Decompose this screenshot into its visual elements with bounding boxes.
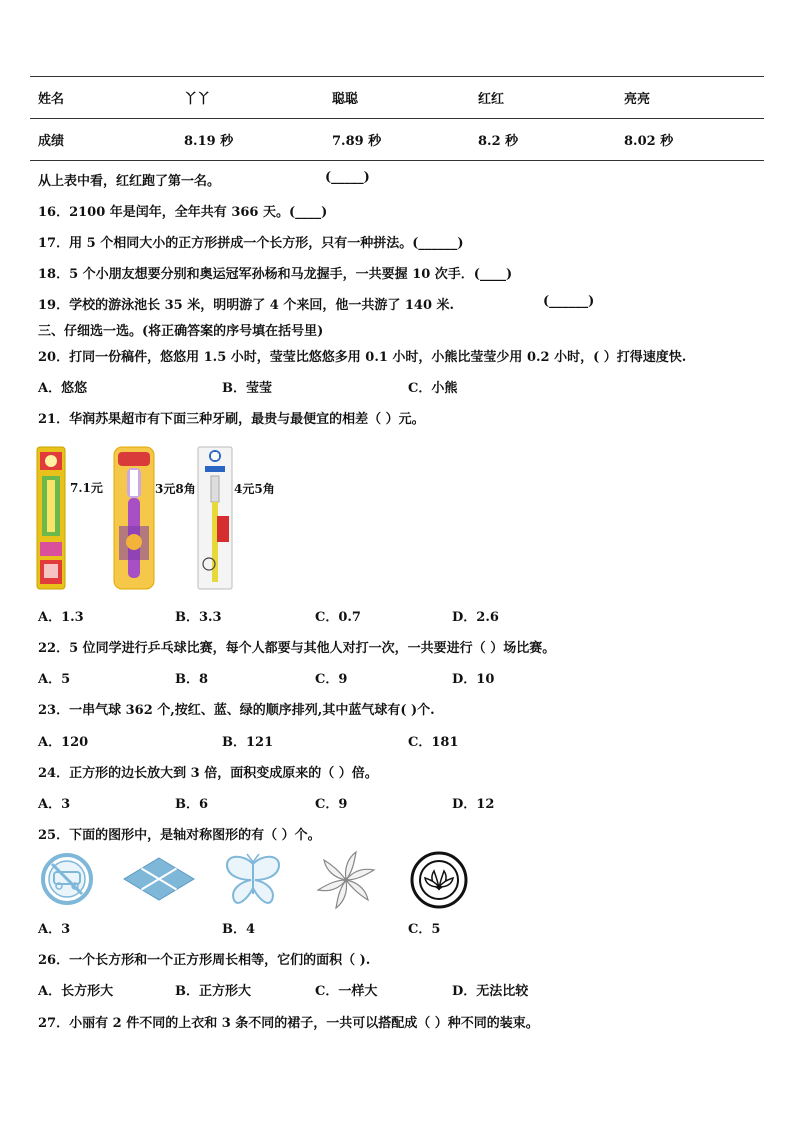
option-c: C．一样大 (315, 984, 378, 999)
leaf-emblem-icon (410, 851, 468, 909)
table-row (30, 119, 764, 161)
option-c: C．181 (408, 735, 459, 750)
option-a: A．1.3 (38, 610, 84, 625)
pinwheel-icon (314, 848, 378, 912)
no-vehicle-sign-icon (40, 852, 94, 906)
question-24: 24．正方形的边长放大到 3 倍，面积变成原来的（ ）倍。 (38, 766, 378, 781)
option-a: A．长方形大 (38, 984, 114, 999)
answer-paren-19: (______) (543, 294, 595, 309)
score-table (30, 76, 764, 161)
question-23: 23．一串气球 362 个,按红、蓝、绿的顺序排列,其中蓝气球有( )个. (38, 703, 435, 718)
price-label-1: 7.1元 (70, 481, 103, 495)
option-b: B．3.3 (175, 610, 222, 625)
butterfly-icon (222, 852, 284, 908)
question-25: 25．下面的图形中，是轴对称图形的有（ ）个。 (38, 828, 321, 843)
option-a: A．3 (38, 922, 71, 937)
option-d: D．10 (452, 672, 495, 687)
question-22: 22．5 位同学进行乒乓球比赛，每个人都要与其他人对打一次，一共要进行（ ）场比赛。 (38, 641, 556, 656)
option-d: D．2.6 (452, 610, 499, 625)
section-heading: 三、仔细选一选。(将正确答案的序号填在括号里) (38, 324, 324, 339)
table-cell: 成绩 (38, 134, 65, 149)
toothbrush-3-image (197, 446, 233, 590)
question-19: 19．学校的游泳池长 35 米，明明游了 4 个来回，他一共游了 140 米. (38, 298, 455, 313)
table-row (30, 77, 764, 119)
question-17: 17．用 5 个相同大小的正方形拼成一个长方形，只有一种拼法。(______) (38, 236, 464, 251)
question-27: 27．小丽有 2 件不同的上衣和 3 条不同的裙子，一共可以搭配成（ ）种不同的装束。 (38, 1016, 539, 1031)
option-a: A．120 (38, 735, 89, 750)
answer-paren-15: (_____) (325, 170, 370, 185)
option-a: A．5 (38, 672, 71, 687)
option-c: C．9 (315, 797, 348, 812)
option-b: B．6 (175, 797, 209, 812)
table-cell: 8.2 秒 (478, 134, 519, 149)
table-cell: 8.02 秒 (624, 134, 674, 149)
price-label-2: 3元8角 (155, 482, 196, 496)
option-a: A．3 (38, 797, 71, 812)
question-21: 21．华润苏果超市有下面三种牙刷，最贵与最便宜的相差（ ）元。 (38, 412, 425, 427)
option-c: C．0.7 (315, 610, 361, 625)
table-cell: 姓名 (38, 92, 65, 107)
option-d: D．12 (452, 797, 495, 812)
option-b: B．4 (222, 922, 256, 937)
table-cell: 亮亮 (624, 92, 651, 107)
toothbrush-2-image (113, 446, 155, 590)
question-16: 16．2100 年是闰年，全年共有 366 天。(____) (38, 205, 328, 220)
table-cell: 丫丫 (184, 92, 211, 107)
question-20: 20．打同一份稿件，悠悠用 1.5 小时，莹莹比悠悠多用 0.1 小时，小熊比莹莹少用 0.2 小时，( ）打得速度快. (38, 350, 687, 365)
toothbrush-1-image (36, 446, 66, 590)
price-label-3: 4元5角 (234, 482, 275, 496)
question-26: 26．一个长方形和一个正方形周长相等，它们的面积（ ). (38, 953, 371, 968)
question-18: 18．5 个小朋友想要分别和奥运冠军孙杨和马龙握手，一共要握 10 次手．(____) (38, 267, 513, 282)
question-15: 从上表中看，红红跑了第一名。 (38, 174, 221, 189)
option-d: D．无法比较 (452, 984, 529, 999)
option-b: B．121 (222, 735, 274, 750)
option-a: A．悠悠 (38, 381, 88, 396)
option-c: C．5 (408, 922, 441, 937)
table-cell: 7.89 秒 (332, 134, 382, 149)
table-cell: 聪聪 (332, 92, 359, 107)
option-c: C．小熊 (408, 381, 458, 396)
option-b: B．8 (175, 672, 209, 687)
option-b: B．正方形大 (175, 984, 251, 999)
table-cell: 红红 (478, 92, 505, 107)
table-cell: 8.19 秒 (184, 134, 234, 149)
option-c: C．9 (315, 672, 348, 687)
diamond-grid-icon (122, 856, 196, 902)
option-b: B．莹莹 (222, 381, 272, 396)
